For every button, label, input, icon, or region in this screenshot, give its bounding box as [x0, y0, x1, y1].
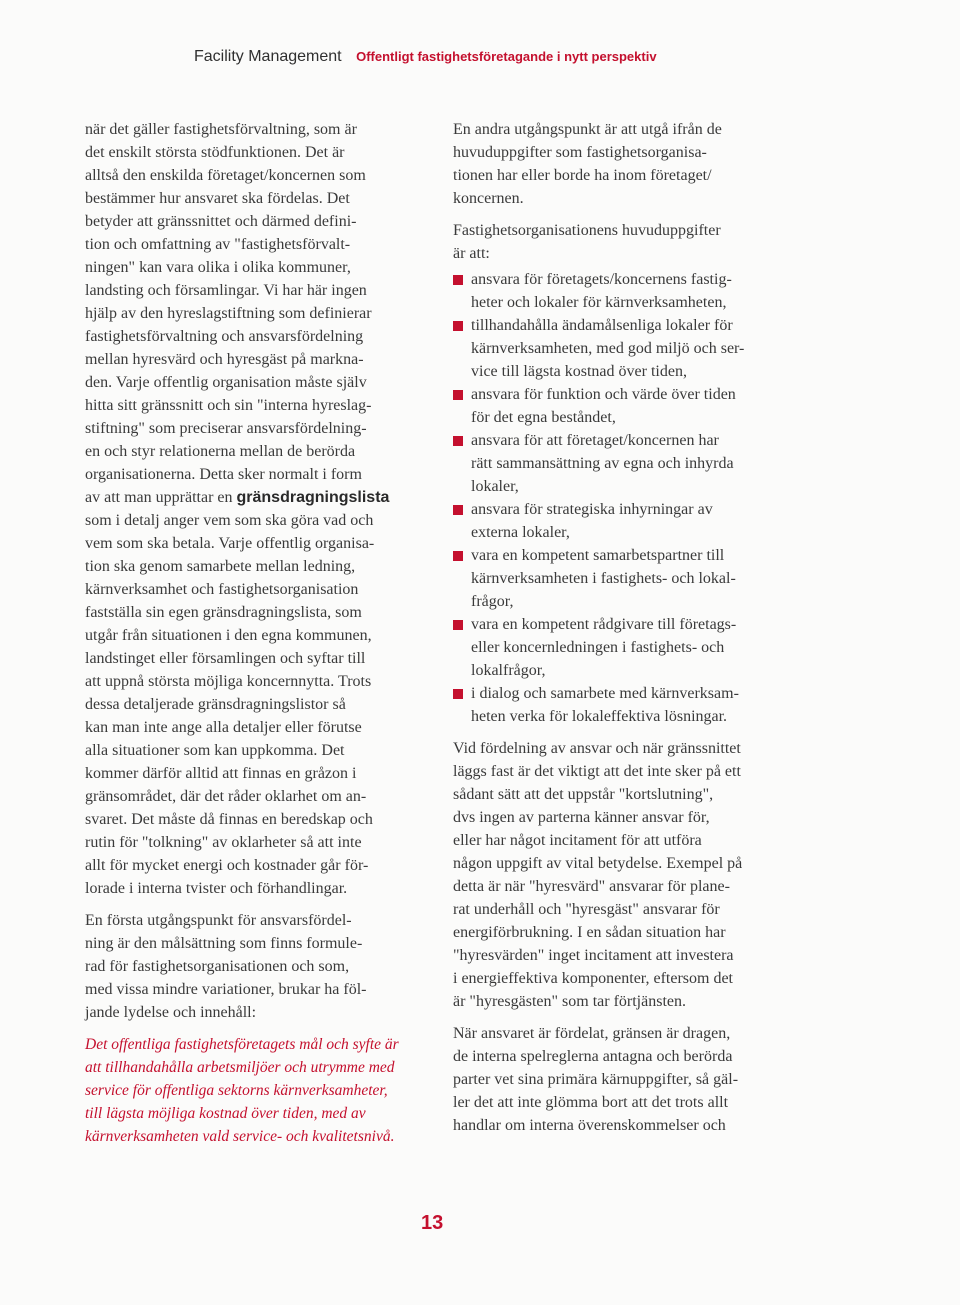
right-paragraph-2 — [453, 219, 788, 265]
text-line: hjälp av den hyreslagstiftning som definierar — [85, 305, 372, 322]
paragraph-gap — [453, 728, 788, 737]
bullet-line: frågor, — [471, 593, 514, 610]
bullet-line: ansvara för strategiska inhyrningar av — [471, 501, 713, 518]
text-line: huvuduppgifter som fastighetsorganisa- — [453, 144, 707, 161]
bullet-line: för det egna beståndet, — [471, 409, 616, 426]
quote-line: kärnverksamheten vald service- och kvalitetsnivå. — [85, 1128, 395, 1145]
text-line: den. Varje offentlig organisation måste själv — [85, 374, 367, 391]
text-line: betyder att gränssnittet och därmed defini- — [85, 213, 357, 230]
bullet-line: ansvara för att företaget/koncernen har — [471, 432, 719, 449]
bullet-item — [453, 383, 788, 429]
bullet-line: vara en kompetent samarbetspartner till — [471, 547, 725, 564]
quote-line: att tillhandahålla arbetsmiljöer och utrymme med — [85, 1059, 395, 1076]
bullet-item — [453, 268, 788, 314]
text-line: ning är den målsättning som finns formule- — [85, 935, 363, 952]
right-column — [453, 118, 788, 1137]
text-line: någon uppgift av vital betydelse. Exempel på — [453, 855, 743, 872]
text-line: i energieffektiva komponenter, eftersom det — [453, 970, 733, 987]
text-line: detta är när "hyresvärd" ansvarar för plane- — [453, 878, 730, 895]
text-line: med vissa mindre variationer, brukar ha föl- — [85, 981, 367, 998]
bullet-line: externa lokaler, — [471, 524, 570, 541]
text-line: allt för mycket energi och kostnader går för- — [85, 857, 369, 874]
left-paragraph-1 — [85, 118, 420, 900]
bullet-item — [453, 544, 788, 613]
bullet-item — [453, 314, 788, 383]
text-line: är att: — [453, 245, 490, 262]
text-line: lorade i interna tvister och förhandlingar. — [85, 880, 348, 897]
text-line: som i detalj anger vem som ska göra vad och — [85, 512, 374, 529]
text-line: handlar om interna överenskommelser och — [453, 1117, 726, 1134]
bullet-line: kärnverksamheten, med god miljö och ser- — [471, 340, 745, 357]
bullet-item — [453, 429, 788, 498]
paragraph-gap — [453, 1013, 788, 1022]
text-line: det enskilt största stödfunktionen. Det är — [85, 144, 345, 161]
bullet-line: heten verka för lokaleffektiva lösningar. — [471, 708, 728, 725]
bullet-square-icon — [453, 321, 463, 331]
text-line: dessa detaljerade gränsdragningslistor så — [85, 696, 346, 713]
text-line: Vid fördelning av ansvar och när gränssnittet — [453, 740, 741, 757]
text-line: organisationerna. Detta sker normalt i form — [85, 466, 362, 483]
paragraph-gap — [85, 900, 420, 909]
bold-term: gränsdragningslista — [236, 489, 390, 506]
text-line: tion ska genom samarbete mellan ledning, — [85, 558, 356, 575]
bullet-line: vice till lägsta kostnad över tiden, — [471, 363, 687, 380]
bullet-item — [453, 613, 788, 682]
tasks-bullet-list — [453, 268, 788, 728]
bullet-line: ansvara för funktion och värde över tiden — [471, 386, 736, 403]
text-line: När ansvaret är fördelat, gränsen är dragen, — [453, 1025, 731, 1042]
text-line: rat underhåll och "hyresgäst" ansvarar för — [453, 901, 720, 918]
text-line: eller har något incitament för att utföra — [453, 832, 702, 849]
text-line: alla situationer som kan uppkomma. Det — [85, 742, 345, 759]
text-line: jande lydelse och innehåll: — [85, 1004, 257, 1021]
running-header — [194, 48, 657, 66]
quote-line: till lägsta möjliga kostnad över tiden, med av — [85, 1105, 366, 1122]
text-line: En andra utgångspunkt är att utgå ifrån de — [453, 121, 722, 138]
text-line: sådant sätt att det uppstår "kortslutning", — [453, 786, 714, 803]
text-line: energiförbrukning. I en sådan situation har — [453, 924, 726, 941]
text-line: en och styr relationerna mellan de berörda — [85, 443, 356, 460]
bullet-line: i dialog och samarbete med kärnverksam- — [471, 685, 739, 702]
text-line: rutin för "tolkning" av oklarheter så att inte — [85, 834, 362, 851]
text-line: svaret. Det måste då finnas en beredskap och — [85, 811, 373, 828]
text-line: kärnverksamhet och fastighetsorganisation — [85, 581, 359, 598]
left-paragraph-2 — [85, 909, 420, 1024]
bullet-line: rätt sammansättning av egna och inhyrda — [471, 455, 734, 472]
text-line: alltså den enskilda företaget/koncernen som — [85, 167, 366, 184]
text-line: bestämmer hur ansvaret ska fördelas. Det — [85, 190, 350, 207]
right-paragraph-4 — [453, 1022, 788, 1137]
bullet-square-icon — [453, 390, 463, 400]
bullet-line: eller koncernledningen i fastighets- och — [471, 639, 725, 656]
text-line: landsting och församlingar. Vi har här ingen — [85, 282, 367, 299]
text-line: tion och omfattning av "fastighetsförvalt- — [85, 236, 351, 253]
text-line: ler det att inte glömma bort att det trots allt — [453, 1094, 729, 1111]
left-column — [85, 118, 420, 1148]
text-line — [85, 486, 420, 509]
text-line: fastställa sin egen gränsdragningslista, som — [85, 604, 362, 621]
text-line: är "hyresgästen" som tar förtjänsten. — [453, 993, 686, 1010]
bullet-line: lokalfrågor, — [471, 662, 546, 679]
bullet-line: kärnverksamheten i fastighets- och lokal- — [471, 570, 736, 587]
text-line: hitta sitt gränssnitt och sin "interna hyreslag- — [85, 397, 372, 414]
bullet-line: ansvara för företagets/koncernens fastig- — [471, 271, 732, 288]
text-line: fastighetsförvaltning och ansvarsfördelning — [85, 328, 364, 345]
right-paragraph-3 — [453, 737, 788, 1013]
text-line: dvs ingen av parterna känner ansvar för, — [453, 809, 710, 826]
bullet-line: vara en kompetent rådgivare till företags- — [471, 616, 737, 633]
header-section-title: Facility Management — [194, 48, 342, 65]
text-line: Fastighetsorganisationens huvuduppgifter — [453, 222, 721, 239]
text-line: när det gäller fastighetsförvaltning, som är — [85, 121, 357, 138]
bullet-square-icon — [453, 620, 463, 630]
text-line: vem som ska betala. Varje offentlig organisa- — [85, 535, 375, 552]
text-line: parter vet sina primära kärnuppgifter, så gäl- — [453, 1071, 739, 1088]
bullet-square-icon — [453, 505, 463, 515]
text-line: kommer därför alltid att finnas en gråzon i — [85, 765, 357, 782]
text-line: "hyresvärden" inget incitament att investera — [453, 947, 734, 964]
text-line: utgår från situationen i den egna kommunen, — [85, 627, 372, 644]
bullet-square-icon — [453, 275, 463, 285]
text-line: läggs fast är det viktigt att det inte sker på ett — [453, 763, 741, 780]
quote-line: Det offentliga fastighetsföretagets mål och syfte är — [85, 1036, 399, 1053]
bullet-square-icon — [453, 436, 463, 446]
text-line: stiftning" som preciserar ansvarsfördelning- — [85, 420, 367, 437]
text-line: rad för fastighetsorganisationen och som, — [85, 958, 350, 975]
text-fragment: av att man upprättar en — [85, 489, 237, 506]
text-line: att uppnå största möjliga koncernnytta. Trots — [85, 673, 372, 690]
bullet-line: lokaler, — [471, 478, 519, 495]
text-line: de interna spelreglerna antagna och berörda — [453, 1048, 733, 1065]
bullet-line: heter och lokaler för kärnverksamheten, — [471, 294, 727, 311]
text-line: ningen" kan vara olika i olika kommuner, — [85, 259, 351, 276]
text-line: kan man inte ange alla detaljer eller förutse — [85, 719, 362, 736]
bullet-square-icon — [453, 551, 463, 561]
text-line: tionen har eller borde ha inom företaget/ — [453, 167, 712, 184]
text-line: mellan hyresvärd och hyresgäst på markna- — [85, 351, 364, 368]
text-line: koncernen. — [453, 190, 524, 207]
paragraph-gap — [453, 210, 788, 219]
text-line: gränsområdet, där det råder oklarhet om an- — [85, 788, 367, 805]
bullet-item — [453, 498, 788, 544]
bullet-line: tillhandahålla ändamålsenliga lokaler för — [471, 317, 733, 334]
paragraph-gap — [85, 1024, 420, 1033]
text-line: landstinget eller församlingen och syftar till — [85, 650, 366, 667]
bullet-square-icon — [453, 689, 463, 699]
right-paragraph-1 — [453, 118, 788, 210]
mission-quote — [85, 1033, 420, 1148]
quote-line: service för offentliga sektorns kärnverksamheter, — [85, 1082, 388, 1099]
text-line: En första utgångspunkt för ansvarsfördel- — [85, 912, 352, 929]
header-subtitle: Offentligt fastighetsföretagande i nytt perspektiv — [356, 49, 657, 64]
bullet-item — [453, 682, 788, 728]
page-number: 13 — [421, 1212, 444, 1234]
